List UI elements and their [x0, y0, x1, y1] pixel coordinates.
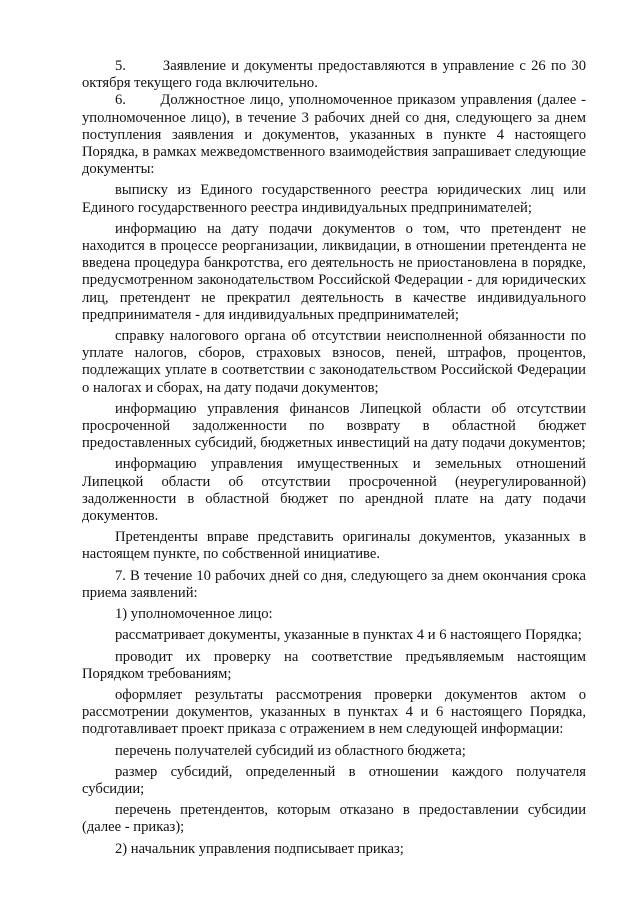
paragraph-refused-list: перечень претендентов, которым отказано в предоставлении субсидии (далее - приказ);	[82, 802, 586, 836]
paragraph-reorganization-info: информацию на дату подачи документов о том, что претендент не находится в процессе реорганизации, ликвидации, в отношении претендента не введена процедура банкротства, его деятельность не приостановлена в порядке, предусмотренном законодательством Российской Федерации - для юридических лиц, претендент не прекратил деятельность в качестве индивидуального предпринимателя - для индивидуальных предпринимателей;	[82, 220, 586, 323]
paragraph-subitem-1: 1) уполномоченное лицо:	[115, 606, 273, 623]
paragraph-item-5: 5. Заявление и документы предоставляются в управление с 26 по 30 октября текущего года включительно.	[82, 58, 586, 92]
paragraph-reviews-documents: рассматривает документы, указанные в пунктах 4 и 6 настоящего Порядка;	[115, 627, 582, 644]
paragraph-property-info: информацию управления имущественных и земельных отношений Липецкой области об отсутствии просроченной (неурегулированной) задолженности в областной бюджет по арендной плате на дату подачи документов.	[82, 456, 586, 525]
paragraph-finance-info: информацию управления финансов Липецкой области об отсутствии просроченной задолженности по возврату в областной бюджет предоставленных субсидий, бюджетных инвестиций на дату подачи документов;	[82, 400, 586, 452]
paragraph-act-and-order: оформляет результаты рассмотрения проверки документов актом о рассмотрении документов, указанных в пунктах 4 и 6 настоящего Порядка, подготавливает проект приказа с отражением в нем следующей информации:	[82, 686, 586, 738]
paragraph-egrul-extract: выписку из Единого государственного реестра юридических лиц или Единого государственного реестра индивидуальных предпринимателей;	[82, 182, 586, 216]
paragraph-subsidy-size: размер субсидий, определенный в отношении каждого получателя субсидии;	[82, 763, 586, 797]
paragraph-item-6: 6. Должностное лицо, уполномоченное приказом управления (далее - уполномоченное лицо), в течение 3 рабочих дней со дня, следующего за днем поступления заявления и документов, указанных в пункте 4 настоящего Порядка, в рамках межведомственного взаимодействия запрашивает следующие документы:	[82, 92, 586, 178]
paragraph-item-7: 7. В течение 10 рабочих дней со дня, следующего за днем окончания срока приема заявлений:	[82, 567, 586, 601]
paragraph-recipients-list: перечень получателей субсидий из областного бюджета;	[115, 742, 466, 759]
paragraph-subitem-2: 2) начальник управления подписывает приказ;	[115, 840, 404, 857]
paragraph-tax-certificate: справку налогового органа об отсутствии неисполненной обязанности по уплате налогов, сборов, страховых взносов, пеней, штрафов, процентов, подлежащих уплате в соответствии с законодательством Российской Федерации о налогах и сборах, на дату подачи документов;	[82, 328, 586, 396]
paragraph-originals: Претенденты вправе представить оригиналы документов, указанных в настоящем пункте, по собственной инициативе.	[82, 529, 586, 563]
paragraph-checks-compliance: проводит их проверку на соответствие предъявляемым настоящим Порядком требованиям;	[82, 648, 586, 682]
